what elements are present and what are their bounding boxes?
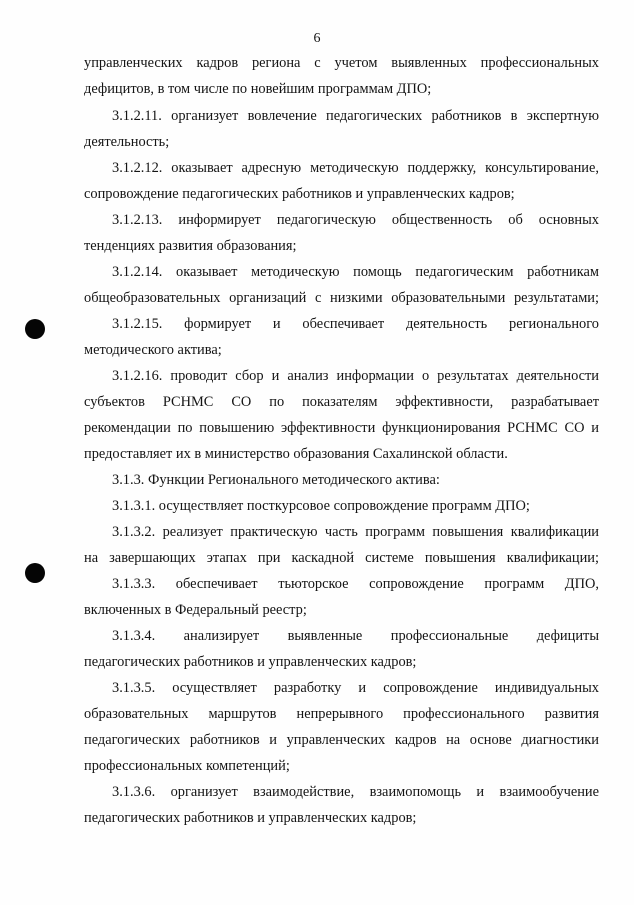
text-line: 3.1.3.1. осуществляет посткурсовое сопровождение программ ДПО; xyxy=(112,498,530,514)
text-line: дефицитов, в том числе по новейшим программам ДПО; xyxy=(84,81,432,97)
text-line: 3.1.2.11. организует вовлечение педагогических работников в экспертную xyxy=(112,108,599,124)
text-line: рекомендации по повышению эффективности функционирования РСНМС СО и xyxy=(84,420,599,436)
text-line: 3.1.2.16. проводит сбор и анализ информации о результатах деятельности xyxy=(112,368,599,384)
page-number: 6 xyxy=(313,31,321,46)
text-line: деятельность; xyxy=(84,134,170,150)
text-line: 3.1.3.6. организует взаимодействие, взаимопомощь и взаимообучение xyxy=(112,784,599,800)
text-line: общеобразовательных организаций с низкими образовательными результатами; xyxy=(84,290,599,306)
text-line: сопровождение педагогических работников и управленческих кадров; xyxy=(84,186,515,202)
text-line: 3.1.3.3. обеспечивает тьюторское сопровождение программ ДПО, xyxy=(112,576,599,592)
text-line: образовательных маршрутов непрерывного профессионального развития xyxy=(84,706,599,722)
punch-hole xyxy=(25,563,45,583)
text-line: 3.1.3.5. осуществляет разработку и сопровождение индивидуальных xyxy=(112,680,599,696)
text-line: 3.1.2.12. оказывает адресную методическую поддержку, консультирование, xyxy=(112,160,599,176)
text-line: 3.1.2.15. формирует и обеспечивает деятельность регионального xyxy=(112,316,599,332)
text-line: профессиональных компетенций; xyxy=(84,758,290,774)
text-line: на завершающих этапах при каскадной системе повышения квалификации; xyxy=(84,550,599,566)
text-line: педагогических работников и управленческих кадров на основе диагностики xyxy=(84,732,599,748)
text-line: тенденциях развития образования; xyxy=(84,238,297,254)
text-line: 3.1.3.2. реализует практическую часть программ повышения квалификации xyxy=(112,524,599,540)
text-line: 3.1.3. Функции Регионального методического актива: xyxy=(112,472,440,488)
text-line: 3.1.2.13. информирует педагогическую общественность об основных xyxy=(112,212,599,228)
text-line: 3.1.3.4. анализирует выявленные профессиональные дефициты xyxy=(112,628,599,644)
text-line: педагогических работников и управленческих кадров; xyxy=(84,810,417,826)
text-line: 3.1.2.14. оказывает методическую помощь педагогическим работникам xyxy=(112,264,599,280)
text-line: субъектов РСНМС СО по показателям эффективности, разрабатывает xyxy=(84,394,599,410)
text-line: включенных в Федеральный реестр; xyxy=(84,602,307,618)
text-line: методического актива; xyxy=(84,342,222,358)
text-line: предоставляет их в министерство образования Сахалинской области. xyxy=(84,446,508,462)
text-line: педагогических работников и управленческих кадров; xyxy=(84,654,417,670)
text-line: управленческих кадров региона с учетом выявленных профессиональных xyxy=(84,55,599,71)
punch-hole xyxy=(25,319,45,339)
